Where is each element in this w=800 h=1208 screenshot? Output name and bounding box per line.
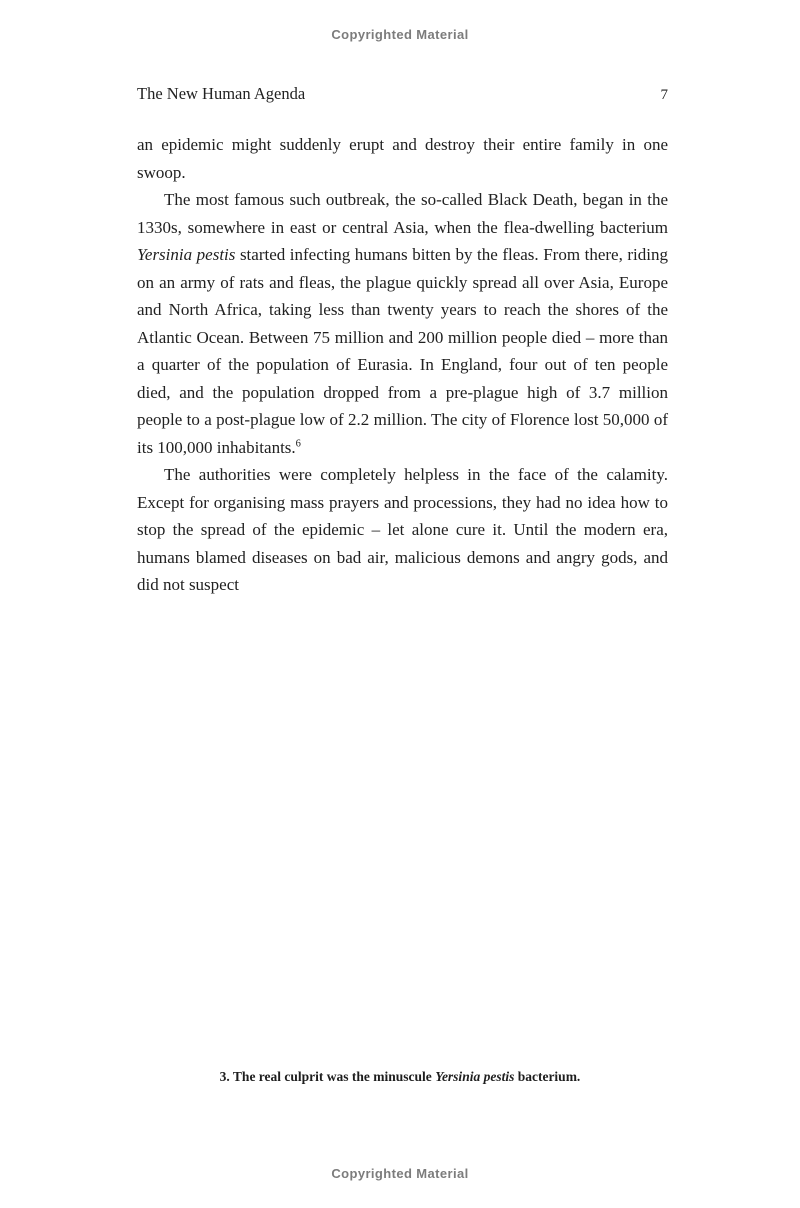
body-text	[137, 131, 668, 599]
text-segment: started infecting humans bitten by the fleas. From there, riding on an army of rats and fleas, the plague quickly spread all over Asia, Europe and North Africa, taking less than twenty years to reach the shores of the Atlantic Ocean. Between 75 million and 200 million people died – more than a quarter of the population of Eurasia. In England, four out of ten people died, and the population dropped from a pre-plague high of 3.7 million people to a post-plague low of 2.2 million. The city of Florence lost 50,000 of its 100,000 inhabitants.	[137, 245, 668, 457]
copyright-watermark-bottom: Copyrighted Material	[331, 1166, 469, 1181]
text-segment: The most famous such outbreak, the so-called Black Death, began in the 1330s, somewhere in east or central Asia, when the flea-dwelling bacterium	[137, 190, 668, 237]
italic-text-segment: Yersinia pestis	[137, 245, 236, 264]
running-header-title: The New Human Agenda	[137, 84, 306, 103]
figure-placeholder	[137, 640, 668, 1050]
footnote-marker: 6	[295, 437, 301, 449]
text-segment: bacterium.	[514, 1069, 581, 1084]
italic-text-segment: Yersinia pestis	[435, 1069, 515, 1084]
paragraph	[137, 461, 668, 599]
page-number: 7	[660, 87, 668, 103]
text-segment: The authorities were completely helpless in the face of the calamity. Except for organising mass prayers and processions, they had no idea how to stop the spread of the epidemic – let alone cure it. Until the modern era, humans blamed diseases on bad air, malicious demons and angry gods, and did not suspect	[137, 465, 668, 594]
paragraph	[137, 186, 668, 461]
text-segment: 3. The real culprit was the minuscule	[219, 1069, 436, 1084]
paragraph	[137, 131, 668, 186]
running-header	[137, 84, 668, 104]
text-segment: an epidemic might suddenly erupt and destroy their entire family in one swoop.	[137, 135, 668, 182]
copyright-watermark-top: Copyrighted Material	[331, 27, 469, 42]
figure-caption	[0, 1069, 800, 1085]
